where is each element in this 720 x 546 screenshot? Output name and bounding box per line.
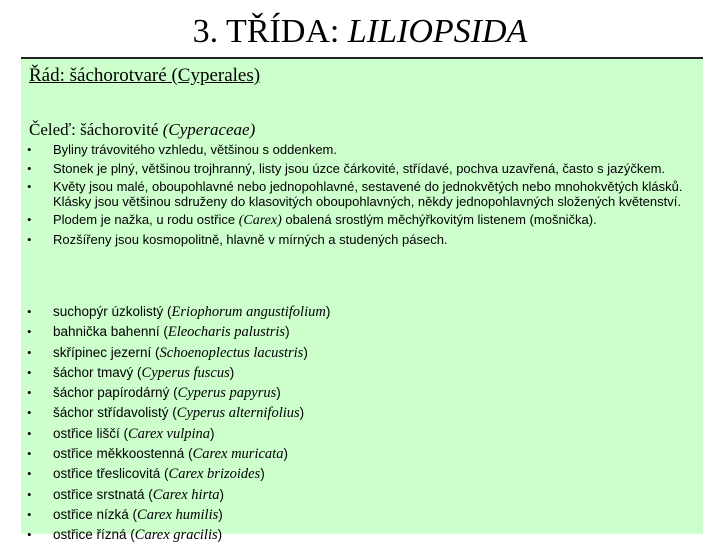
species-item: • suchopýr úzkolistý (Eriophorum angustifolium) <box>27 302 692 322</box>
species-item: • ostřice liščí (Carex vulpina) <box>27 424 692 444</box>
description-item: • Stonek je plný, většinou trojhranný, listy jsou úzce čárkovité, střídavé, pochva uzavřená, často s jazýčkem. <box>27 162 692 177</box>
description-item: • Květy jsou malé, oboupohlavné nebo jednopohlavné, sestavené do jednokvětých nebo mnohokvětých klásků. Klásky jsou většinou sdruženy do klasovitých oboupohlavných, někdy jednopohlavných složených květenství. <box>27 180 692 209</box>
species-latin-name: Carex brizoides <box>168 466 261 483</box>
order-heading: Řád: šáchorotvaré (Cyperales) <box>29 65 261 86</box>
description-latin: (Carex) <box>238 213 282 228</box>
slide-title-prefix: 3. TŘÍDA: <box>192 13 348 50</box>
species-latin-name: Carex vulpina <box>128 425 211 442</box>
species-latin-name: Cyperus papyrus <box>177 385 277 402</box>
species-item: • šáchor papírodárný (Cyperus papyrus) <box>27 383 692 403</box>
species-item: • ostřice srstnatá (Carex hirta) <box>27 485 692 505</box>
species-item: • bahnička bahenní (Eleocharis palustris) <box>27 322 692 342</box>
species-latin-name: Cyperus alternifolius <box>176 405 300 422</box>
species-latin-name: Carex muricata <box>192 446 284 463</box>
content-panel <box>21 57 703 544</box>
species-item: • ostřice nízká (Carex humilis) <box>27 505 692 525</box>
species-item: • skřípinec jezerní (Schoenoplectus lacustris) <box>27 343 692 363</box>
species-latin-name: Carex hirta <box>152 486 220 503</box>
species-item: • šáchor tmavý (Cyperus fuscus) <box>27 363 692 383</box>
species-latin-name: Eleocharis palustris <box>167 324 286 341</box>
description-item: • Byliny trávovitého vzhledu, většinou s oddenkem. <box>27 143 692 158</box>
slide-title-italic: LILIOPSIDA <box>347 13 528 50</box>
species-latin-name: Carex humilis <box>137 506 219 523</box>
description-list <box>27 143 692 251</box>
species-item: • ostřice řízná (Carex gracilis) <box>27 525 692 545</box>
species-latin-name: Cyperus fuscus <box>141 364 230 381</box>
family-heading-prefix: Čeleď: šáchorovité <box>29 120 163 139</box>
slide-title <box>0 10 720 54</box>
species-list <box>27 302 692 546</box>
species-item: • šáchor střídavolistý (Cyperus alternifolius) <box>27 403 692 423</box>
species-item: • ostřice třeslicovitá (Carex brizoides) <box>27 464 692 484</box>
description-item: • Rozšířeny jsou kosmopolitně, hlavně v mírných a studených pásech. <box>27 233 692 248</box>
species-latin-name: Carex gracilis <box>134 527 218 544</box>
species-latin-name: Schoenoplectus lacustris <box>159 344 304 361</box>
family-heading <box>29 119 255 141</box>
family-heading-latin: (Cyperaceae) <box>162 120 256 139</box>
species-item: • ostřice měkkoostenná (Carex muricata) <box>27 444 692 464</box>
species-latin-name: Eriophorum angustifolium <box>171 304 326 320</box>
description-item: • Plodem je nažka, u rodu ostřice (Carex) obalená srostlým měchýřkovitým listenem (mošnička). <box>27 213 692 229</box>
